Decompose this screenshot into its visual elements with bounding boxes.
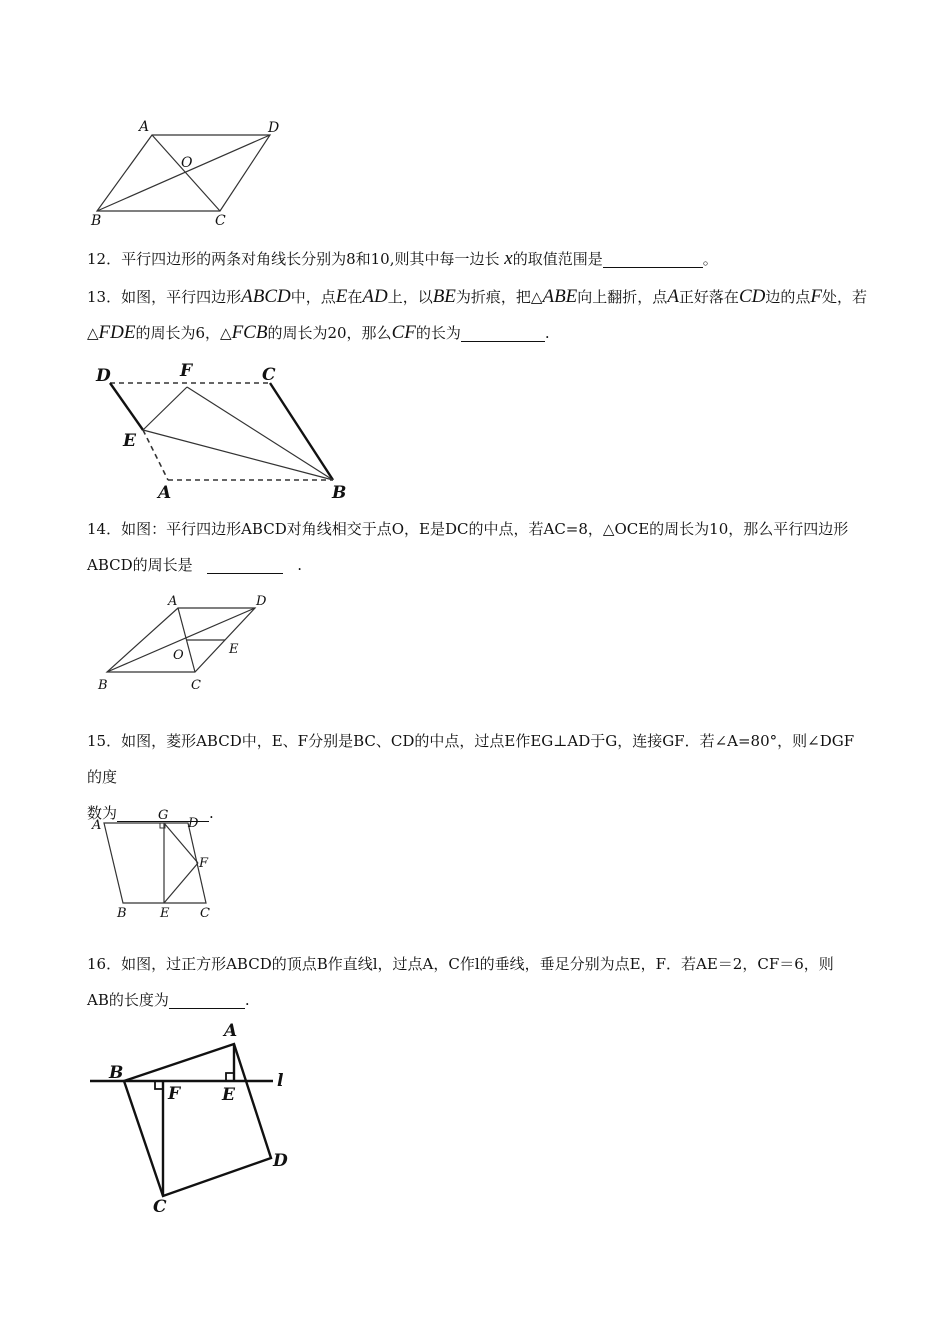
label-a: A <box>139 119 150 135</box>
label-a: A <box>158 483 172 503</box>
label-f: F <box>168 1084 181 1104</box>
label-c: C <box>200 906 210 921</box>
label-d: D <box>256 594 267 609</box>
label-f: F <box>180 361 193 381</box>
square-line-figure <box>85 1018 305 1218</box>
rhombus-outline <box>104 823 206 903</box>
answer-blank[interactable] <box>207 555 283 574</box>
label-a: A <box>168 594 178 609</box>
label-d: D <box>96 366 111 386</box>
square-outline <box>124 1044 271 1196</box>
segment-ea-dashed <box>143 430 168 480</box>
label-b: B <box>91 213 102 229</box>
label-b: B <box>98 678 108 693</box>
label-d: D <box>268 120 280 136</box>
label-g: G <box>158 808 169 823</box>
answer-blank[interactable] <box>603 249 703 268</box>
answer-blank[interactable] <box>461 323 545 342</box>
label-e: E <box>123 431 136 451</box>
segment-ef <box>143 387 187 430</box>
label-c: C <box>262 365 276 385</box>
label-f: F <box>199 856 209 871</box>
diagonal-ac <box>152 135 220 211</box>
label-o: O <box>173 648 184 663</box>
parallelogram-abcd-figure <box>85 115 295 230</box>
fold-parallelogram-figure <box>90 360 360 505</box>
label-e: E <box>222 1085 235 1105</box>
diagonal-bd <box>97 135 270 211</box>
parallelogram-midpoint-figure <box>90 588 290 698</box>
label-o: O <box>181 155 193 171</box>
answer-blank[interactable] <box>169 990 245 1009</box>
label-b: B <box>117 906 127 921</box>
label-d: D <box>188 816 199 831</box>
label-b: B <box>332 483 347 503</box>
question-16: 16．如图，过正方形ABCD的顶点B作直线l，过点A，C作l的垂线，垂足分别为点E，F．若AE＝2，CF＝6，则 AB的长度为 . <box>87 955 834 1009</box>
label-b: B <box>109 1063 124 1083</box>
label-c: C <box>191 678 201 693</box>
question-13: 13．如图，平行四边形ABCD中，点E在AD上，以BE为折痕，把△ABE向上翻折，点A正好落在CD边的点F处，若△FDE的周长为6，△FCB的周长为20，那么CF的长为 . <box>87 286 867 343</box>
label-e: E <box>229 642 239 657</box>
question-14: 14．如图：平行四边形ABCD对角线相交于点O，E是DC的中点，若AC=8，△OCE的周长为10，那么平行四边形 ABCD的周长是 . <box>87 520 849 574</box>
label-c: C <box>153 1197 167 1217</box>
label-e: E <box>160 906 170 921</box>
label-a: A <box>224 1021 238 1041</box>
segment-ef <box>164 863 198 903</box>
label-d: D <box>273 1151 288 1171</box>
label-l: l <box>277 1071 284 1091</box>
segment-de <box>110 383 143 430</box>
rhombus-figure <box>88 808 228 923</box>
label-c: C <box>215 213 226 229</box>
segment-fb <box>187 387 333 480</box>
label-a: A <box>92 818 102 833</box>
question-15: 15．如图，菱形ABCD中，E、F分别是BC、CD的中点，过点E作EG⊥AD于G，连接GF．若∠A=80°，则∠DGF的度 数为 . <box>87 732 855 822</box>
question-12: 12．平行四边形的两条对角线长分别为8和10,则其中每一边长 x的取值范围是 。 <box>87 248 718 269</box>
